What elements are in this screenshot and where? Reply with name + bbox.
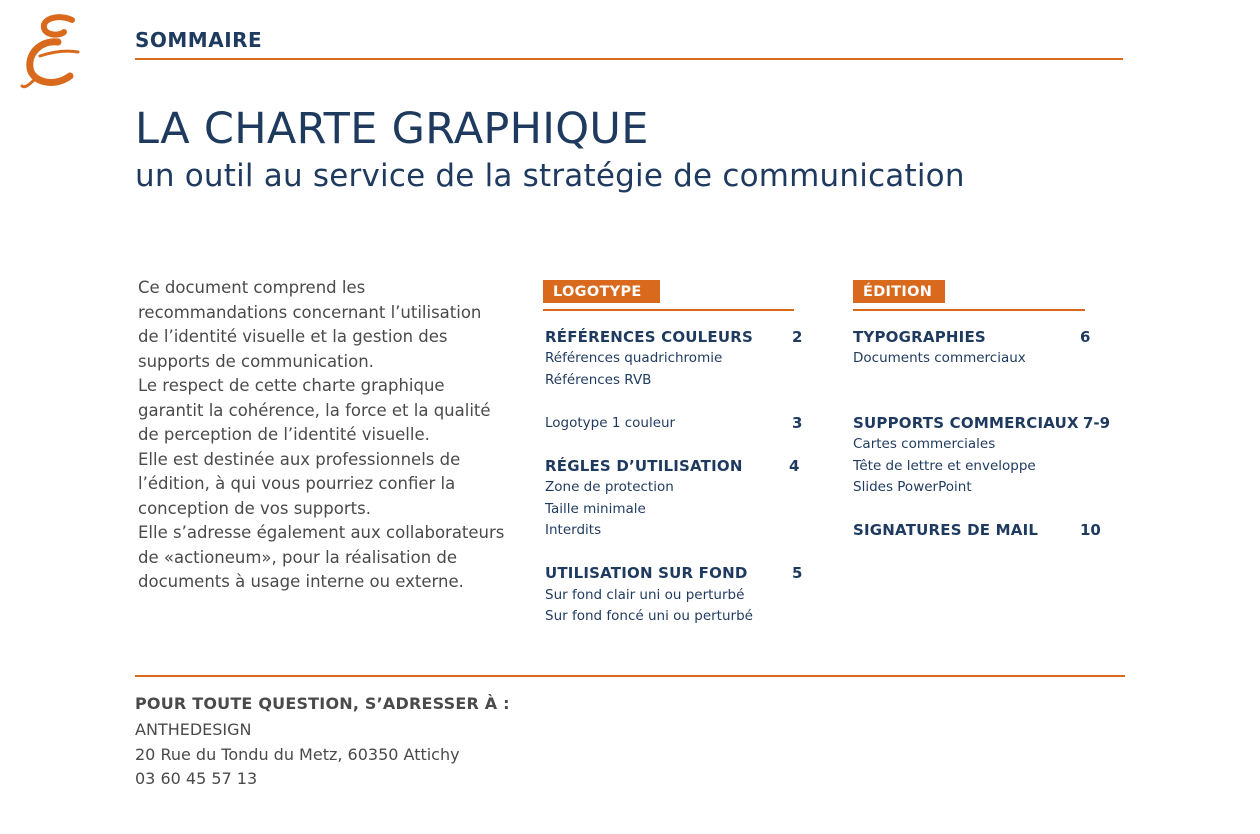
contact-address: 20 Rue du Tondu du Metz, 60350 Attichy	[135, 745, 460, 764]
header-title: SOMMAIRE	[135, 28, 263, 52]
page-subtitle: un outil au service de la stratégie de communication	[135, 158, 965, 194]
contact-heading: POUR TOUTE QUESTION, S’ADRESSER À :	[135, 694, 510, 713]
footer-divider	[135, 675, 1125, 677]
toc-section-title[interactable]: SUPPORTS COMMERCIAUX	[853, 414, 1079, 432]
header-divider	[135, 58, 1123, 60]
toc-section-title[interactable]: Logotype 1 couleur	[545, 415, 676, 431]
intro-line: de «actioneum», pour la réalisation de	[138, 547, 458, 567]
toc-page-number: 6	[1080, 328, 1091, 346]
toc-subitem[interactable]: Slides PowerPoint	[853, 479, 972, 495]
toc-page-number: 5	[792, 564, 803, 582]
contact-phone[interactable]: 03 60 45 57 13	[135, 769, 258, 788]
toc-section-title[interactable]: UTILISATION SUR FOND	[545, 564, 748, 582]
toc-subitem[interactable]: Sur fond foncé uni ou perturbé	[545, 608, 753, 624]
intro-line: Ce document comprend les	[138, 278, 366, 297]
intro-line: garantit la cohérence, la force et la qualité	[138, 400, 491, 420]
toc-subitem[interactable]: Taille minimale	[545, 501, 646, 517]
intro-line: supports de communication.	[138, 351, 374, 371]
logotype-divider	[543, 309, 794, 311]
toc-subitem[interactable]: Cartes commerciales	[853, 436, 996, 452]
toc-section-title[interactable]: RÉFÉRENCES COULEURS	[545, 328, 753, 346]
intro-line: de l’identité visuelle et la gestion des	[138, 327, 448, 346]
toc-subitem[interactable]: Documents commerciaux	[853, 350, 1026, 366]
intro-line: documents à usage interne ou externe.	[138, 572, 464, 591]
toc-subitem[interactable]: Références quadrichromie	[545, 350, 723, 366]
toc-page-number: 7-9	[1083, 414, 1111, 432]
intro-line: Elle s’adresse également aux collaborateurs	[138, 523, 505, 542]
intro-line: recommandations concernant l’utilisation	[138, 302, 482, 322]
toc-page-number: 3	[792, 414, 803, 432]
intro-line: Elle est destinée aux professionnels de	[138, 449, 461, 469]
intro-line: l’édition, à qui vous pourriez confier la	[138, 474, 456, 493]
toc-subitem[interactable]: Zone de protection	[545, 479, 674, 495]
intro-line: conception de vos supports.	[138, 498, 371, 518]
toc-subitem[interactable]: Interdits	[545, 522, 602, 538]
script-e-logo-icon	[20, 12, 86, 92]
edition-badge: ÉDITION	[853, 280, 945, 303]
intro-line: Le respect de cette charte graphique	[138, 376, 445, 395]
toc-section-title[interactable]: TYPOGRAPHIES	[853, 328, 986, 346]
contact-company: ANTHEDESIGN	[135, 720, 252, 739]
edition-divider	[853, 309, 1085, 311]
toc-section-title[interactable]: RÉGLES D’UTILISATION	[545, 457, 743, 475]
toc-page-number: 4	[789, 457, 800, 475]
toc-page-number: 10	[1080, 521, 1101, 539]
toc-section-title[interactable]: SIGNATURES DE MAIL	[853, 521, 1039, 539]
toc-subitem[interactable]: Références RVB	[545, 372, 652, 388]
intro-line: de perception de l’identité visuelle.	[138, 425, 430, 444]
toc-subitem[interactable]: Sur fond clair uni ou perturbé	[545, 587, 745, 603]
toc-subitem[interactable]: Tête de lettre et enveloppe	[853, 458, 1036, 474]
intro-paragraph	[138, 276, 518, 595]
toc-page-number: 2	[792, 328, 803, 346]
page-title: LA CHARTE GRAPHIQUE	[135, 104, 649, 154]
logotype-badge: LOGOTYPE	[543, 280, 660, 303]
